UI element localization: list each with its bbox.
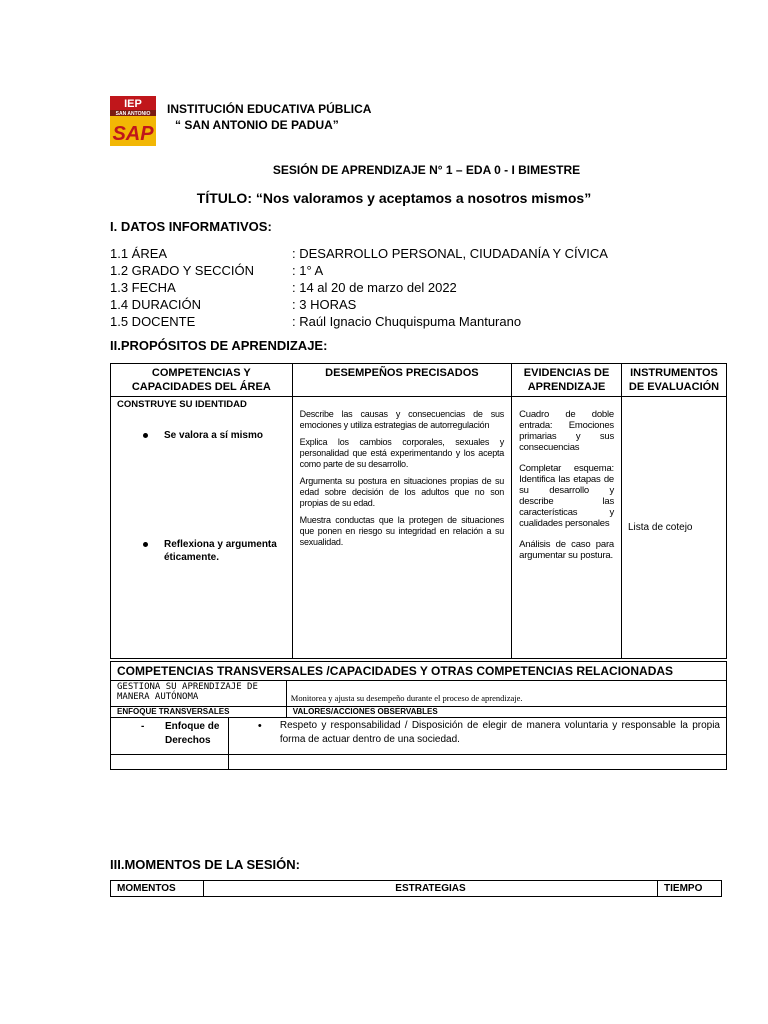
enfoque-cell — [111, 718, 229, 755]
section-datos-heading: I. DATOS INFORMATIVOS: — [110, 219, 272, 234]
institution-line1: INSTITUCIÓN EDUCATIVA PÚBLICA — [167, 102, 372, 116]
datos-row — [110, 296, 710, 313]
svg-text:IEP: IEP — [124, 98, 142, 110]
col-header-competencias: COMPETENCIAS Y CAPACIDADES DEL ÁREA — [111, 364, 293, 397]
enfoque-header: ENFOQUE TRANSVERSALES — [111, 707, 287, 718]
empty-cell — [111, 755, 229, 770]
transversales-heading: COMPETENCIAS TRANSVERSALES /CAPACIDADES Y OTRAS COMPETENCIAS RELACIONADAS — [111, 662, 727, 681]
document-title: TÍTULO: “Nos valoramos y aceptamos a nosotros mismos” — [196, 190, 592, 206]
evidencia-item: Completar esquema: Identifica las etapas de su desarrollo y describe las características y cualidades personales — [519, 463, 614, 529]
instrumento-value: Lista de cotejo — [628, 522, 693, 533]
section-momentos-heading: III.MOMENTOS DE LA SESIÓN: — [110, 857, 300, 872]
datos-row — [110, 279, 710, 296]
valor-cell — [228, 718, 726, 755]
datos-value: : 3 HORAS — [292, 297, 357, 312]
desempeno-item: Muestra conductas que la protegen de situaciones que ponen en riesgo su integridad en relación a su sexualidad. — [299, 515, 505, 547]
capacidad-label: Se valora a sí mismo — [164, 430, 263, 441]
evidencia-item: Análisis de caso para argumentar su postura. — [519, 539, 614, 561]
bullet-icon — [143, 542, 148, 547]
col-header-momentos: MOMENTOS — [111, 881, 204, 897]
datos-row — [110, 262, 710, 279]
valor-value: Respeto y responsabilidad / Disposición de elegir de manera voluntaria y responsable la propia forma de actuar dentro de una sociedad. — [279, 720, 720, 745]
desempeno-item: Describe las causas y consecuencias de sus emociones y utiliza estrategias de autorregulación — [299, 409, 505, 430]
datos-label: 1.3 FECHA — [110, 280, 176, 295]
transversal-competencia: GESTIONA SU APRENDIZAJE DE MANERA AUTÓNOMA — [111, 681, 287, 707]
bullet-icon — [143, 433, 148, 438]
school-logo — [110, 96, 156, 146]
datos-label: 1.5 DOCENTE — [110, 314, 196, 329]
datos-row — [110, 313, 710, 330]
datos-label: 1.2 GRADO Y SECCIÓN — [110, 263, 255, 278]
desempeno-item: Argumenta su postura en situaciones propias de su edad sobre decisión de los adultos que no son propias de su edad. — [299, 476, 505, 508]
evidencias-cell — [512, 397, 622, 659]
section-propositos-heading: II.PROPÓSITOS DE APRENDIZAJE: — [110, 338, 328, 353]
momentos-table — [110, 880, 722, 897]
instrumento-cell — [622, 397, 727, 659]
valores-header: VALORES/ACCIONES OBSERVABLES — [286, 707, 726, 718]
enfoque-value: Enfoque de Derechos — [165, 721, 220, 746]
col-header-estrategias: ESTRATEGIAS — [203, 881, 657, 897]
svg-text:SAN ANTONIO: SAN ANTONIO — [115, 111, 151, 117]
datos-label: 1.4 DURACIÓN — [110, 297, 202, 312]
transversal-capacidad: Monitorea y ajusta su desempeño durante el proceso de aprendizaje. — [286, 681, 726, 707]
datos-label: 1.1 ÁREA — [110, 246, 168, 261]
dash-icon: - — [141, 721, 145, 732]
capacidad-item — [143, 538, 288, 564]
transversales-table — [110, 661, 727, 770]
evidencia-item: Cuadro de doble entrada: Emociones primarias y sus consecuencias — [519, 409, 614, 453]
datos-value: : Raúl Ignacio Chuquispuma Manturano — [292, 314, 522, 329]
institution-line2: “ SAN ANTONIO DE PADUA” — [175, 118, 339, 132]
bullet-icon: • — [257, 720, 262, 732]
svg-text:SAP: SAP — [112, 123, 154, 145]
propositos-table — [110, 363, 727, 659]
col-header-desempenos: DESEMPEÑOS PRECISADOS — [292, 364, 511, 397]
competencia-name: CONSTRUYE SU IDENTIDAD — [117, 399, 247, 410]
datos-value: : DESARROLLO PERSONAL, CIUDADANÍA Y CÍVICA — [292, 246, 608, 261]
capacidad-label: Reflexiona y argumenta éticamente. — [164, 539, 277, 563]
competencias-cell — [111, 397, 293, 659]
col-header-instrumentos: INSTRUMENTOS DE EVALUACIÓN — [622, 364, 727, 397]
session-title: SESIÓN DE APRENDIZAJE N° 1 – EDA 0 - I BIMESTRE — [272, 163, 581, 177]
desempeno-item: Explica los cambios corporales, sexuales y personalidad que está experimentando y los acepta como parte de su desarrollo. — [299, 437, 505, 469]
empty-cell — [228, 755, 726, 770]
desempenos-cell — [292, 397, 511, 659]
datos-value: : 1° A — [292, 263, 324, 278]
capacidad-item — [143, 430, 263, 441]
datos-row — [110, 245, 710, 262]
institution-name — [167, 101, 371, 133]
col-header-tiempo: TIEMPO — [658, 881, 722, 897]
col-header-evidencias: EVIDENCIAS DE APRENDIZAJE — [512, 364, 622, 397]
datos-value: : 14 al 20 de marzo del 2022 — [292, 280, 457, 295]
